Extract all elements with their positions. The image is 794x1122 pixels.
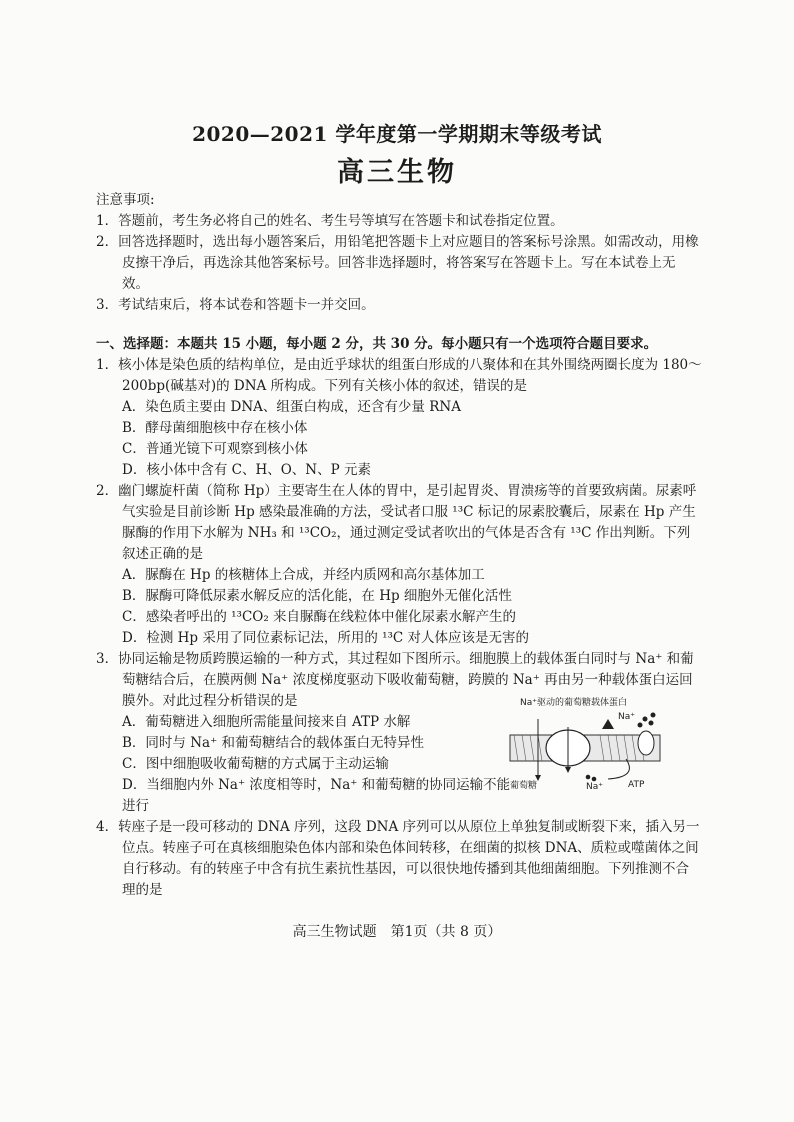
question-4 (96, 817, 702, 901)
figure-label-glucose: 葡萄糖 (510, 781, 538, 789)
option-b: B．同时与 Na⁺ 和葡萄糖结合的载体蛋白无特异性 (122, 735, 424, 751)
exam-subject: 高三生物 (337, 157, 457, 188)
option-a: A．染色质主要由 DNA、组蛋白构成，还含有少量 RNA (122, 399, 461, 415)
option-d: D．核小体中含有 C、H、O、N、P 元素 (122, 462, 371, 478)
option-a: A．脲酶在 Hp 的核糖体上合成，并经内质网和高尔基体加工 (122, 567, 485, 583)
question-stem: 1．核小体是染色质的结构单位，是由近乎球状的组蛋白形成的八聚体和在其外围绕两圈长度为 180～200bp(碱基对)的 DNA 所构成。下列有关核小体的叙述，错误的是 (96, 357, 702, 394)
question-stem: 4．转座子是一段可移动的 DNA 序列，这段 DNA 序列可以从原位上单独复制或断裂下来，插入另一位点。转座子可在真核细胞染色体内部和染色体间转移，在细菌的拟核 DNA、质粒或噬菌体之间自行移动。有的转座子中含有抗生素抗性基因，可以很快地传播到其他细菌细胞。下列推测不合理的是 (96, 819, 700, 898)
figure-label-na-top: Na⁺ (618, 712, 635, 722)
question-stem: 3．协同运输是物质跨膜运输的一种方式，其过程如下图所示。细胞膜上的载体蛋白同时与 Na⁺ 和葡萄糖结合后，在膜两侧 Na⁺ 浓度梯度驱动下吸收葡萄糖，跨膜的 Na⁺ 再由另一种载体蛋白运回膜外。对此过程分析错误的是 (96, 651, 694, 709)
question-2 (96, 481, 702, 649)
option-b: B．脲酶可降低尿素水解反应的活化能，在 Hp 细胞外无催化活性 (122, 588, 512, 604)
option-a: A．葡萄糖进入细胞所需能量间接来自 ATP 水解 (122, 714, 411, 730)
na-triangle (602, 719, 614, 729)
notice-item: 2．回答选择题时，选出每小题答案后，用铅笔把答题卡上对应题目的答案标号涂黑。如需改动，用橡皮擦干净后，再选涂其他答案标号。回答非选择题时，将答案写在答题卡上。写在本试卷上无效。 (96, 234, 699, 292)
exam-title: 2020—2021 学年度第一学期期末等级考试 (192, 122, 602, 146)
notice-item: 1．答题前，考生务必将自己的姓名、考生号等填写在答题卡和试卷指定位置。 (96, 213, 564, 229)
option-c: C．图中细胞吸收葡萄糖的方式属于主动运输 (122, 756, 389, 772)
notice-item: 3．考试结束后，将本试卷和答题卡一并交回。 (96, 297, 375, 313)
figure-label-atp: ATP (628, 780, 645, 789)
notice-heading: 注意事项: (96, 192, 155, 208)
question-1 (96, 355, 702, 481)
cotransport-diagram (508, 697, 668, 789)
option-d: D．当细胞内外 Na⁺ 浓度相等时，Na⁺ 和葡萄糖的协同运输不能进行 (122, 777, 511, 814)
option-c: C．感染者呼出的 ¹³CO₂ 来自脲酶在线粒体中催化尿素水解产生的 (122, 609, 517, 625)
question-stem: 2．幽门螺旋杆菌（简称 Hp）主要寄生在人体的胃中，是引起胃炎、胃溃疡等的首要致病菌。尿素呼气实验是目前诊断 Hp 感染最准确的方法，受试者口服 ¹³C 标记的尿素胶囊后，尿素在 Hp 产生脲酶的作用下水解为 NH₃ 和 ¹³CO₂，通过测定受试者吹出的气体是否含有 ¹³C 作出判断。下列叙述正确的是 (96, 483, 697, 562)
exam-body (96, 190, 702, 901)
page-footer: 高三生物试题 第1页（共 8 页） (292, 924, 502, 940)
section-heading: 一、选择题：本题共 15 小题，每小题 2 分，共 30 分。每小题只有一个选项符合题目要求。 (96, 336, 658, 352)
figure-label-na-bottom: Na⁺ (586, 782, 603, 789)
option-b: B．酵母菌细胞核中存在核小体 (122, 420, 308, 436)
option-d: D．检测 Hp 采用了同位素标记法，所用的 ¹³C 对人体应该是无害的 (122, 630, 530, 646)
option-c: C．普通光镜下可观察到核小体 (122, 441, 308, 457)
figure-label-carrier: Na⁺驱动的葡萄糖载体蛋白 (520, 698, 627, 708)
na-pump (638, 731, 654, 755)
